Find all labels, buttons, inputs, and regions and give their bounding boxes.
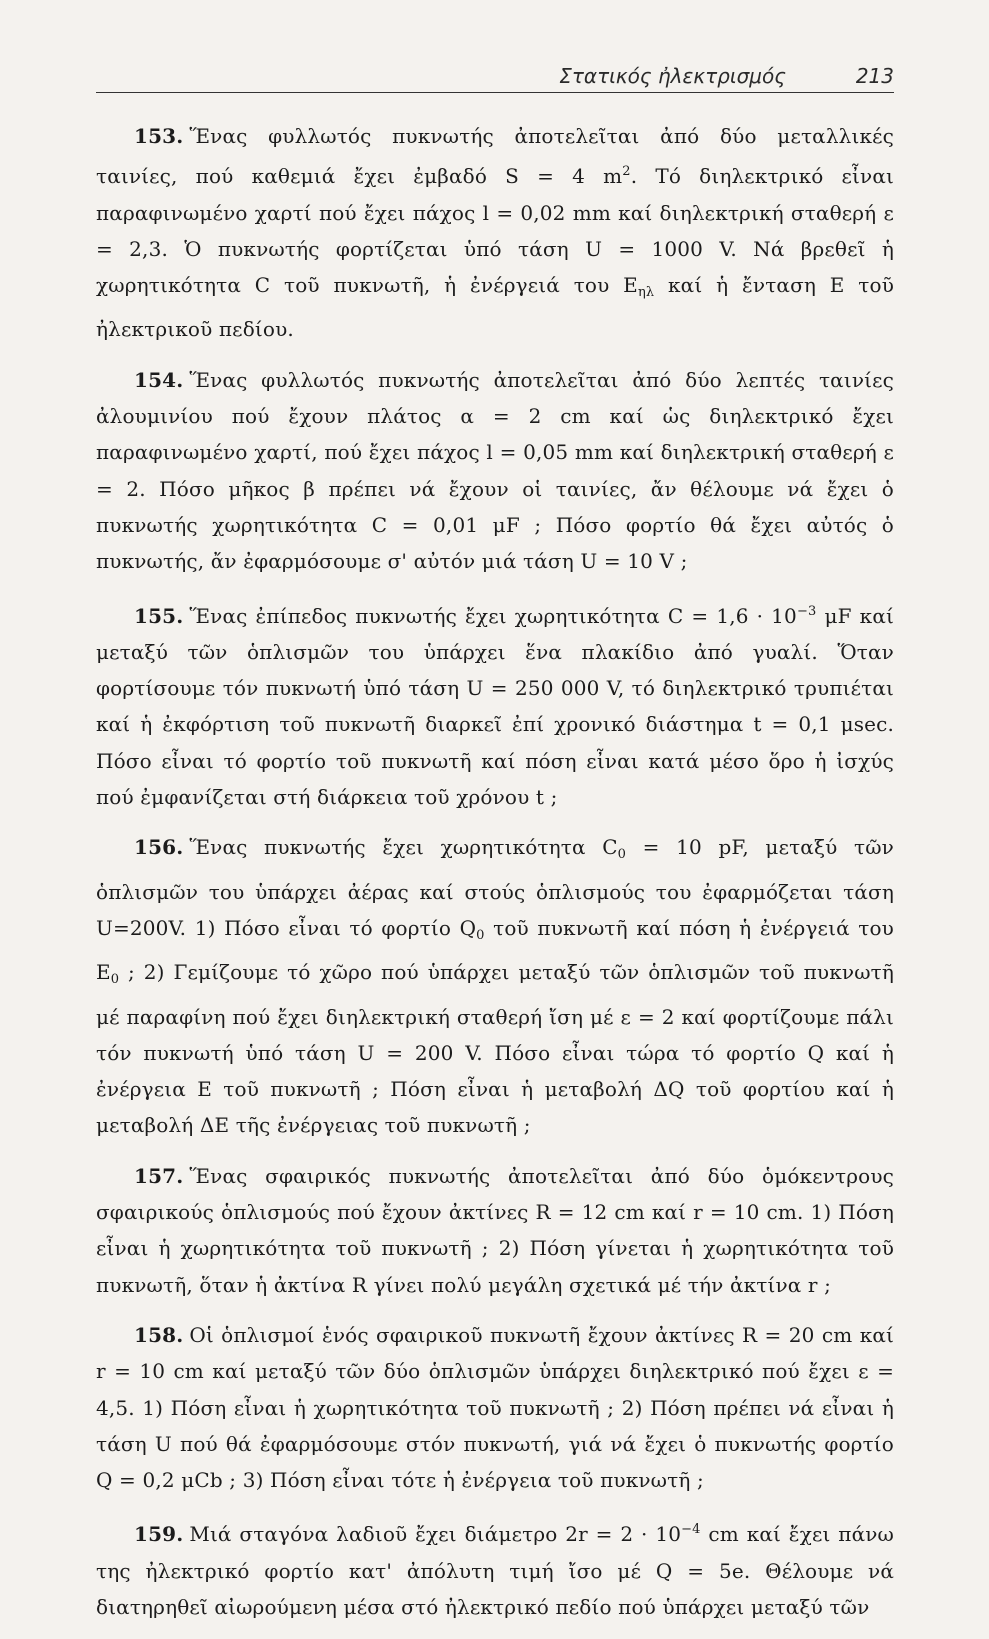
problem-154 bbox=[96, 362, 894, 580]
problem-text: cm καί ἔχει πάνω της ἠλεκτρικό φορτίο κατ' ἀπόλυτη τιμή ἴσο μέ Q = 5e. Θέλουμε νά διατηρηθεῖ αἰωρούμενη μέσα στό ἠλεκτρικό πεδίο πού ὑπάρχει μεταξύ τῶν bbox=[96, 1522, 894, 1619]
problem-text: μF καί μεταξύ τῶν ὁπλισμῶν του ὑπάρχει ἕνα πλακίδιο ἀπό γυαλί. Ὅταν φορτίσουμε τόν πυκνωτή ὑπό τάση U = 250 000 V, τό διηλεκτρικό τρυπιέται καί ἡ ἐκφόρτιση τοῦ πυκνωτῆ διαρκεῖ ἐπί χρονικό διάστημα t = 0,1 μsec. Πόσο εἶναι τό φορτίο τοῦ πυκνωτῆ καί πόση εἶναι κατά μέσο ὅρο ἡ ἰσχύς πού ἐμφανίζεται στή διάρκεια τοῦ χρόνου t ; bbox=[96, 603, 894, 810]
problem-159 bbox=[96, 1512, 894, 1625]
superscript: −3 bbox=[796, 603, 817, 619]
problem-text: Ἕνας πυκνωτής ἔχει χωρητικότητα C bbox=[189, 835, 618, 860]
problem-text: ; 2) Γεμίζουμε τό χῶρο πού ὑπάρχει μεταξύ τῶν ὁπλισμῶν τοῦ πυκνωτῆ μέ παραφίνη πού ἔχει διηλεκτρική σταθερή ἴση μέ ε = 2 καί φορτίζουμε πάλι τόν πυκνωτή ὑπό τάση U = 200 V. Πόσο εἶναι τώρα τό φορτίο Q καί ἡ ἐνέργεια E τοῦ πυκνωτῆ ; Πόση εἶναι ἡ μεταβολή ΔQ τοῦ φορτίου καί ἡ μεταβολή ΔE τῆς ἐνέργειας τοῦ πυκνωτῆ ; bbox=[96, 960, 894, 1138]
problem-number: 153. bbox=[134, 124, 184, 148]
problem-text: Ἕνας ἐπίπεδος πυκνωτής ἔχει χωρητικότητα C = 1,6 · 10 bbox=[189, 603, 797, 628]
problem-158 bbox=[96, 1317, 894, 1498]
problem-number: 157. bbox=[134, 1163, 184, 1188]
problem-number: 158. bbox=[134, 1322, 184, 1347]
problem-text: Ἕνας σφαιρικός πυκνωτής ἀποτελεῖται ἀπό δύο ὁμόκεντρους σφαιρικούς ὁπλισμούς πού ἔχουν ἀκτίνες R = 12 cm καί r = 10 cm. 1) Πόση εἶναι ἡ χωρητικότητα τοῦ πυκνωτῆ ; 2) Πόση γίνεται ἡ χωρητικότητα τοῦ πυκνωτῆ, ὅταν ἡ ἀκτίνα R γίνει πολύ μεγάλη σχετικά μέ τήν ἀκτίνα r ; bbox=[96, 1163, 894, 1297]
problem-155 bbox=[96, 594, 894, 816]
problem-number: 155. bbox=[134, 603, 184, 628]
superscript: 2 bbox=[622, 164, 631, 180]
problem-number: 156. bbox=[134, 835, 184, 860]
problem-text: τοῦ πυκνωτῆ καί πόση ἡ ἐνέργειά του E bbox=[96, 915, 894, 985]
problem-text: Ἕνας φυλλωτός πυκνωτής ἀποτελεῖται ἀπό δύο λεπτές ταινίες ἀλουμινίου πού ἔχουν πλάτος α = 2 cm καί ὡς διηλεκτρικό ἔχει παραφινωμένο χαρτί, πού ἔχει πάχος l = 0,05 mm καί διηλεκτρική σταθερή ε = 2. Πόσο μῆκος β πρέπει νά ἔχουν οἱ ταινίες, ἄν θέλουμε νά ἔχει ὁ πυκνωτής χωρητικότητα C = 0,01 μF ; Πόσο φορτίο θά ἔχει αὐτός ὁ πυκνωτής, ἄν ἐφαρμόσουμε σ' αὐτόν μιά τάση U = 10 V ; bbox=[96, 367, 894, 574]
problem-text: Οἱ ὁπλισμοί ἑνός σφαιρικοῦ πυκνωτῆ ἔχουν ἀκτίνες R = 20 cm καί r = 10 cm καί μεταξύ τῶν δύο ὁπλισμῶν ὑπάρχει διηλεκτρικό πού ἔχει ε = 4,5. 1) Πόση εἶναι ἡ χωρητικότητα τοῦ πυκνωτῆ ; 2) Πόση πρέπει νά εἶναι ἡ τάση U πού θά ἐφαρμόσουμε στόν πυκνωτή, γιά νά ἔχει ὁ πυκνωτής φορτίο Q = 0,2 μCb ; 3) Πόση εἶναι τότε ἡ ἐνέργεια τοῦ πυκνωτῆ ; bbox=[96, 1322, 894, 1493]
problem-number: 154. bbox=[134, 367, 184, 392]
problem-text: Ἕνας φυλλωτός πυκνωτής ἀποτελεῖται ἀπό δύο μεταλλικές ταινίες, πού καθεμιά ἔχει ἐμβαδό S = 4 m bbox=[96, 124, 894, 189]
problem-text: . Τό διηλεκτρικό εἶναι παραφινωμένο χαρτί πού ἔχει πάχος l = 0,02 mm καί διηλεκτρική σταθερή ε = 2,3. Ὁ πυκνωτής φορτίζεται ὑπό τάση U = 1000 V. Νά βρεθεῖ ἡ χωρητικότητα C τοῦ πυκνωτῆ, ἡ ἐνέργειά του E bbox=[96, 164, 894, 298]
page-number: 213 bbox=[855, 64, 894, 88]
subscript: ηλ bbox=[637, 285, 655, 301]
problem-157 bbox=[96, 1158, 894, 1303]
running-head: Στατικός ἠλεκτρισμός bbox=[559, 64, 786, 88]
problem-text: Μιά σταγόνα λαδιοῦ ἔχει διάμετρο 2r = 2 · 10 bbox=[189, 1522, 682, 1547]
problem-text: = 10 pF, μεταξύ τῶν ὁπλισμῶν του ὑπάρχει ἀέρας καί στούς ὁπλισμούς του ἐφαρμόζεται τάση U=200V. 1) Πόσο εἶναι τό φορτίο Q bbox=[96, 835, 894, 940]
superscript: −4 bbox=[681, 1522, 701, 1538]
subscript: 0 bbox=[617, 847, 627, 863]
problem-list bbox=[96, 118, 894, 1639]
subscript: 0 bbox=[110, 972, 120, 988]
page-header bbox=[96, 56, 894, 93]
problem-text: καί ἡ ἔνταση E τοῦ ἠλεκτρικοῦ πεδίου. bbox=[96, 273, 895, 342]
problem-156 bbox=[96, 829, 894, 1143]
problem-153 bbox=[96, 118, 894, 348]
subscript: 0 bbox=[476, 927, 485, 943]
problem-number: 159. bbox=[134, 1522, 184, 1547]
